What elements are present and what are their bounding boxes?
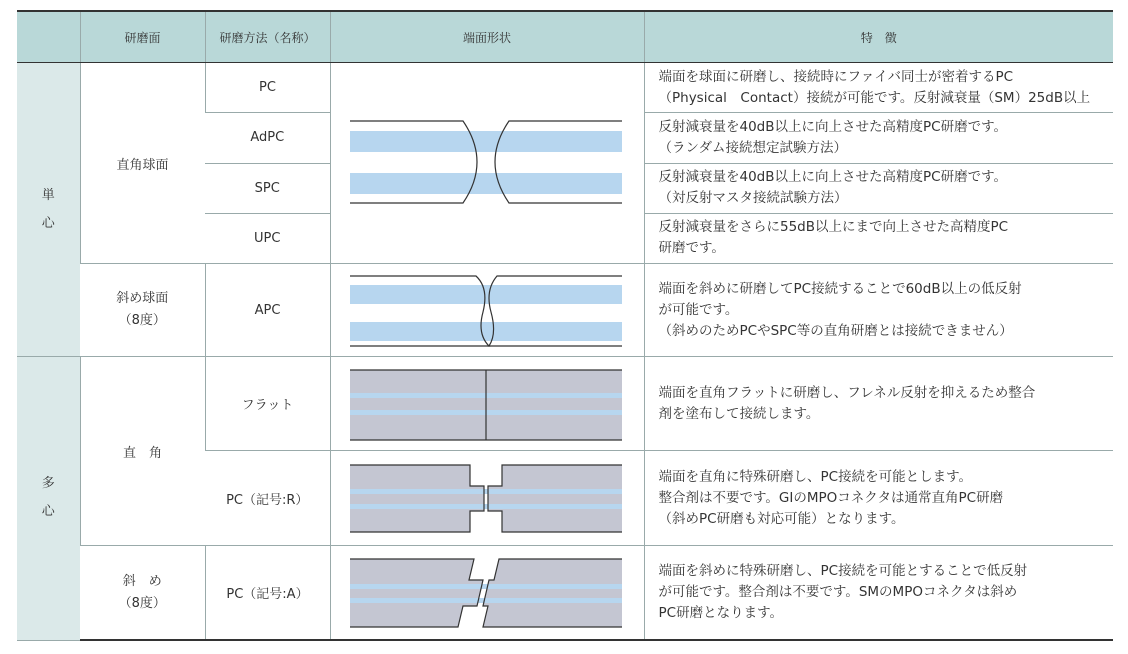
- feature-spc: [644, 163, 1113, 213]
- feature-flat-line2: 剤を塗布して接続します。: [658, 405, 820, 422]
- right-sphere-diagram: [331, 63, 645, 263]
- header-features: 特 徴: [644, 11, 1113, 63]
- method-flat: フラット: [205, 357, 330, 451]
- feature-pc-a: [644, 546, 1113, 641]
- face-right-angle: 直 角: [80, 357, 205, 546]
- face-right-sphere: 直角球面: [80, 63, 205, 264]
- feature-upc: [644, 213, 1113, 263]
- feature-apc-line2: が可能です。: [658, 301, 739, 318]
- face-oblique-sphere: [80, 264, 205, 357]
- feature-flat: [644, 357, 1113, 451]
- mode-multi: [17, 357, 80, 641]
- table-row: [17, 63, 1113, 113]
- header-end-shape: 端面形状: [330, 11, 644, 63]
- method-adpc: AdPC: [205, 113, 330, 163]
- shape-oblique-sphere: [330, 264, 644, 357]
- feature-flat-line1: 端面を直角フラットに研磨し、フレネル反射を抑えるため整合: [658, 384, 1036, 401]
- feature-adpc-line2: （ランダム接続想定試験方法）: [658, 139, 847, 156]
- face-oblique-sphere-line1: 斜め球面: [116, 291, 169, 306]
- pc-a-diagram: [331, 546, 645, 639]
- mode-single-char2: 心: [41, 215, 55, 231]
- feature-apc-line1: 端面を斜めに研磨してPC接続することで60dB以上の低反射: [658, 280, 1022, 297]
- flat-diagram: [331, 357, 645, 450]
- oblique-sphere-diagram: [331, 264, 645, 356]
- mode-single: [17, 63, 80, 357]
- feature-pc: [644, 63, 1113, 113]
- shape-pc-r: [330, 451, 644, 546]
- mode-multi-char2: 心: [41, 504, 55, 520]
- feature-pca-line3: PC研磨となります。: [658, 605, 783, 621]
- method-pc: PC: [205, 63, 330, 113]
- feature-upc-line1: 反射減衰量をさらに55dB以上にまで向上させた高精度PC: [658, 219, 1009, 236]
- mode-single-char1: 単: [41, 187, 55, 203]
- pc-r-diagram: [331, 451, 645, 545]
- feature-pc-line1: 端面を球面に研磨し、接続時にファイバ同士が密着するPC: [658, 68, 1014, 85]
- feature-adpc: [644, 113, 1113, 163]
- header-polish-face: 研磨面: [80, 11, 205, 63]
- table-row: [17, 546, 1113, 641]
- method-pc-a: PC（記号:A）: [205, 546, 330, 641]
- feature-spc-line2: （対反射マスタ接続試験方法）: [658, 190, 848, 207]
- header-mode: [17, 11, 80, 63]
- polishing-table: [17, 10, 1113, 641]
- feature-apc-line3: （斜めのためPCやSPC等の直角研磨とは接続できません）: [658, 322, 1013, 339]
- mode-multi-char1: 多: [41, 476, 55, 492]
- shape-right-sphere: [330, 63, 644, 264]
- feature-pcr-line1: 端面を直角に特殊研磨し、PC接続を可能とします。: [658, 468, 972, 485]
- face-oblique-line2: （8度）: [118, 595, 166, 611]
- feature-apc: [644, 264, 1113, 357]
- feature-pca-line1: 端面を斜めに特殊研磨し、PC接続を可能とすることで低反射: [658, 563, 1028, 579]
- face-oblique-line1: 斜 め: [122, 573, 162, 589]
- method-spc: SPC: [205, 163, 330, 213]
- shape-flat: [330, 357, 644, 451]
- feature-pc-line2: （Physical Contact）接続が可能です。反射減衰量（SM）25dB以上: [658, 89, 1091, 106]
- method-apc: APC: [205, 264, 330, 357]
- feature-pc-r: [644, 451, 1113, 546]
- feature-upc-line2: 研磨です。: [658, 240, 725, 257]
- header-polish-method: 研磨方法（名称）: [205, 11, 330, 63]
- face-oblique-sphere-line2: （8度）: [118, 313, 166, 328]
- shape-pc-a: [330, 546, 644, 641]
- table-row: [17, 264, 1113, 357]
- feature-spc-line1: 反射減衰量を40dB以上に向上させた高精度PC研磨です。: [658, 169, 1007, 186]
- face-oblique: [80, 546, 205, 641]
- table-row: [17, 357, 1113, 451]
- feature-pca-line2: が可能です。整合剤は不要です。SMのMPOコネクタは斜め: [658, 584, 1018, 600]
- method-upc: UPC: [205, 213, 330, 263]
- header-row: [17, 11, 1113, 63]
- method-pc-r: PC（記号:R）: [205, 451, 330, 546]
- feature-pcr-line3: （斜めPC研磨も対応可能）となります。: [658, 510, 905, 527]
- feature-pcr-line2: 整合剤は不要です。GIのMPOコネクタは通常直角PC研磨: [658, 489, 1004, 506]
- feature-adpc-line1: 反射減衰量を40dB以上に向上させた高精度PC研磨です。: [658, 118, 1007, 135]
